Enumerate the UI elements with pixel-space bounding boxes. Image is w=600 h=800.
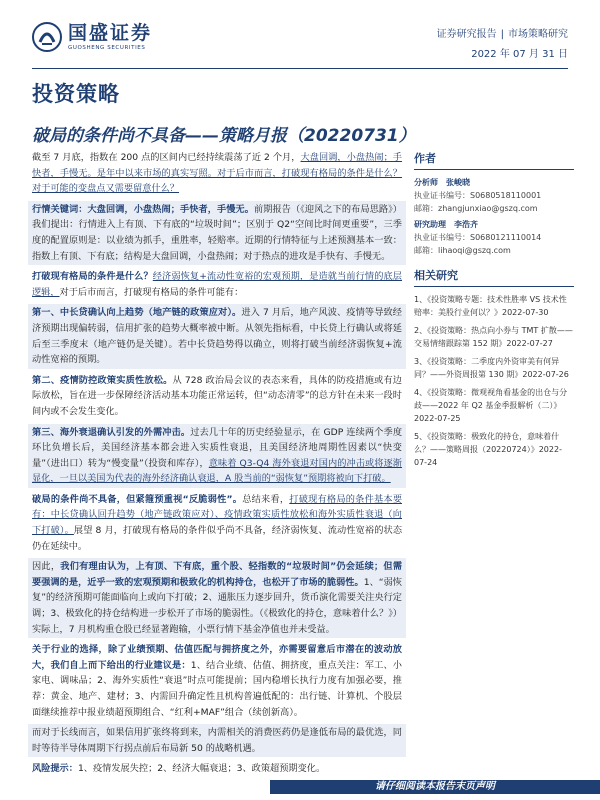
analyst-role: 分析师 bbox=[414, 178, 438, 187]
related-item[interactable]: 5、《投资策略：极致化的持仓，意味着什么？——策略周报（20220724）》2022-07-24 bbox=[414, 432, 562, 467]
report-body bbox=[32, 150, 402, 781]
summary-lead: 破局的条件尚不具备，但紧箍预重视“反脆弱性”。 bbox=[32, 493, 243, 505]
analyst-entry bbox=[414, 218, 574, 257]
outlook-text-1: 因此， bbox=[32, 561, 61, 573]
keywords-lead: 行情关键词：大盘回调，小盘热闹；手快者，手慢无。 bbox=[32, 203, 254, 215]
report-title: 破局的条件尚不具备——策略月报（20220731） bbox=[32, 126, 416, 146]
header-divider bbox=[32, 68, 568, 69]
page-header bbox=[32, 20, 568, 68]
outlook-text-2: 1、“弱恢复”的经济预期可能面临向上或向下打破；2、通胀压力逐步回升，货币演化需要关注央行定调；3、极致化的持仓结构进一步松开了市场的脆弱性。（《极致化的持仓，意味着什么？》）实际上，7 月机构重仓股已经显著跑输，小票行情下基金净值也并未受益。 bbox=[32, 576, 402, 635]
paragraph-second bbox=[32, 373, 402, 420]
paragraph-intro bbox=[32, 150, 402, 197]
first-lead: 第一、中长贷确认向上趋势（地产链的政策应对）。 bbox=[32, 307, 242, 319]
paragraph-third bbox=[28, 424, 406, 488]
analyst-cert: 执业证书编号：S0680121110014 bbox=[414, 233, 542, 242]
analyst-email[interactable]: 邮箱：lihaoqi@gszq.com bbox=[414, 246, 511, 255]
footer-band bbox=[270, 780, 600, 794]
analyst-email[interactable]: 邮箱：zhangjunxiao@gszq.com bbox=[414, 204, 538, 213]
second-text: 从 728 政治局会议的表态来看，具体的防疫措施或有边际放松，旨在进一步保障经济活动基本功能正常运转，但“动态清零”的总方针在未来一段时间内或不会发生变化。 bbox=[32, 374, 402, 417]
analyst-entry bbox=[414, 176, 574, 215]
industry-lead: 关于行业的选择，除了业绩预期、估值匹配与拥挤度之外，亦需要留意后市潜在的波动放大，我们自上而下给出的行业建议是： bbox=[32, 644, 402, 671]
related-item[interactable]: 2、《投资策略：热点向小券与 TMT 扩散——交易情绪跟踪第 152 期》2022-07-27 bbox=[414, 326, 573, 348]
summary-text-2: 展望 8 月，打破现有格局的条件似乎尚不具备，经济弱恢复、流动性宽裕的状态仍在延续中。 bbox=[32, 525, 403, 552]
related-item[interactable]: 1、《投资策略专题：技术性胜率 VS 技术性赔率：美股行业何以？》2022-07-30 bbox=[414, 295, 567, 317]
paragraph-industry bbox=[32, 642, 402, 720]
third-highlight: 意味着 Q3-Q4 海外衰退对国内的冲击或将逐渐显化，一旦以美国为代表的海外经济确认衰退，A 股当前的“弱恢复”预期将被向下打破。 bbox=[32, 457, 402, 485]
outlook-lead: 我们有理由认为，上有顶、下有底，重个股、轻指数的“垃圾时间”仍会延续；但需要强调的是，近乎一致的宏观预期和极致化的机构持仓，也松开了市场的脆弱性。 bbox=[32, 561, 403, 588]
analyst-name: 李浩齐 bbox=[454, 220, 478, 229]
first-text: 进入 7 月后，地产风波、疫情等导致经济预期出现偏转弱，信用扩张的趋势大概率被中断。从领先指标看，中长贷上行确认或将延后至三季度末（地产链仍是关键）。若中长贷趋势得以确立，则将打破当前经济弱恢复+流动性宽裕的预期。 bbox=[32, 307, 402, 366]
analyst-cert: 执业证书编号：S0680518110001 bbox=[414, 191, 542, 200]
second-lead: 第二、疫情防控政策实质性放松。 bbox=[32, 374, 173, 386]
third-text: 过去几十年的历史经验显示，在 GDP 连续两个季度环比负增长后，美国经济基本都会进入实质性衰退，且美国经济地周期性因素以“快变量”（进出口）转为“慢变量”（投资和库存）， bbox=[32, 426, 403, 469]
report-category: 证券研究报告 bbox=[436, 29, 497, 40]
intro-highlight: 大盘回调，小盘热闹；手快者，手慢无。是年中以来市场的真实写照。对于后市而言，打破现有格局的条件是什么？对于可能的变盘点又需要留意什么？ bbox=[32, 152, 402, 195]
risk-text: 1、疫情发展失控；2、经济大幅衰退；3、政策超预期变化。 bbox=[77, 763, 326, 775]
third-lead: 第三、海外衰退确认引发的外需冲击。 bbox=[32, 426, 191, 438]
risk-lead: 风险提示： bbox=[32, 763, 78, 775]
header-meta bbox=[437, 28, 568, 62]
page-footer bbox=[0, 774, 600, 800]
paragraph-conditions bbox=[32, 269, 402, 300]
keywords-text: 前期报告（《迎风之下的布局思路》）我们提出：行情进入上有顶、下有底的“垃圾时间”；区别于 Q2“空间比时间更重要”，三季度的配置原则是：以业绩为抓手，重胜率，轻赔率。近期的行情特征与上述预测基本一致：指数上有顶、下有底；结构是大盘回调，小盘热闹；对于热点的进攻是手快有、手慢无。 bbox=[32, 203, 402, 262]
related-item[interactable]: 3、《投资策略：二季度内外资审美有何异同？——外资周报第 130 期》2022-07-26 bbox=[414, 357, 569, 379]
authors-heading: 作者 bbox=[414, 150, 574, 170]
conditions-highlight: 经济弱恢复+流动性宽裕的宏观预期，是造就当前行情的底层逻辑， bbox=[32, 271, 402, 298]
paragraph-outlook bbox=[28, 558, 406, 638]
logo-name-en: GUOSHENG SECURITIES bbox=[68, 45, 146, 51]
section-title: 投资策略 bbox=[32, 82, 120, 106]
related-heading: 相关研究 bbox=[414, 267, 574, 287]
industry-text: 1、结合业绩、估值、拥挤度，重点关注：军工、小家电、调味品；2、海外实质性“衰退”时点可能提前；国内稳增长执行力度有加强必要，推荐：黄金、地产、建材；3、内需回升确定性且机构普遍低配的：出行链、计算机、个股层面继续推荐中报业绩超预期组合、“红利+MAF”组合（续创新高）。 bbox=[32, 659, 402, 718]
summary-highlight: 打破现有格局的条件基本要有：中长贷确认回升趋势（地产链政策应对）、疫情政策实质性放松和海外实质性衰退（向下打破）。 bbox=[32, 493, 403, 537]
logo-mark-icon bbox=[32, 22, 62, 52]
category-separator: | bbox=[500, 29, 504, 40]
report-date: 2022 年 07 月 31 日 bbox=[471, 49, 568, 60]
company-logo bbox=[32, 22, 152, 52]
report-subcategory: 市场策略研究 bbox=[508, 29, 568, 40]
longterm-text: 而对于长线而言，如果信用扩张终将到来，内需相关的消费医药仍是逢低布局的最优选，同时等待半导体周期下行拐点前后布局新 50 的战略机遇。 bbox=[32, 727, 402, 754]
analyst-name: 张峻晓 bbox=[446, 178, 470, 187]
conditions-text: 对于后市而言，打破现有格局的条件可能有： bbox=[59, 286, 244, 298]
summary-text-1: 总结来看， bbox=[242, 493, 290, 505]
related-item[interactable]: 4、《投资策略：微观视角看基金的出仓与分歧——2022 年 Q2 基金季报解析（二）》2022-07-25 bbox=[414, 388, 568, 423]
intro-text: 截至 7 月底，指数在 200 点的区间内已经持续震荡了近 2 个月， bbox=[32, 152, 301, 163]
paragraph-summary bbox=[32, 492, 402, 554]
paragraph-longterm bbox=[28, 724, 406, 757]
footer-disclaimer: 请仔细阅读本报告末页声明 bbox=[375, 781, 495, 792]
conditions-lead: 打破现有格局的条件是什么？ bbox=[32, 271, 153, 283]
sidebar bbox=[414, 150, 574, 474]
paragraph-keywords bbox=[28, 201, 406, 265]
paragraph-first bbox=[28, 304, 406, 368]
logo-name-cn: 国盛证券 bbox=[68, 22, 153, 44]
analyst-role: 研究助理 bbox=[414, 220, 446, 229]
